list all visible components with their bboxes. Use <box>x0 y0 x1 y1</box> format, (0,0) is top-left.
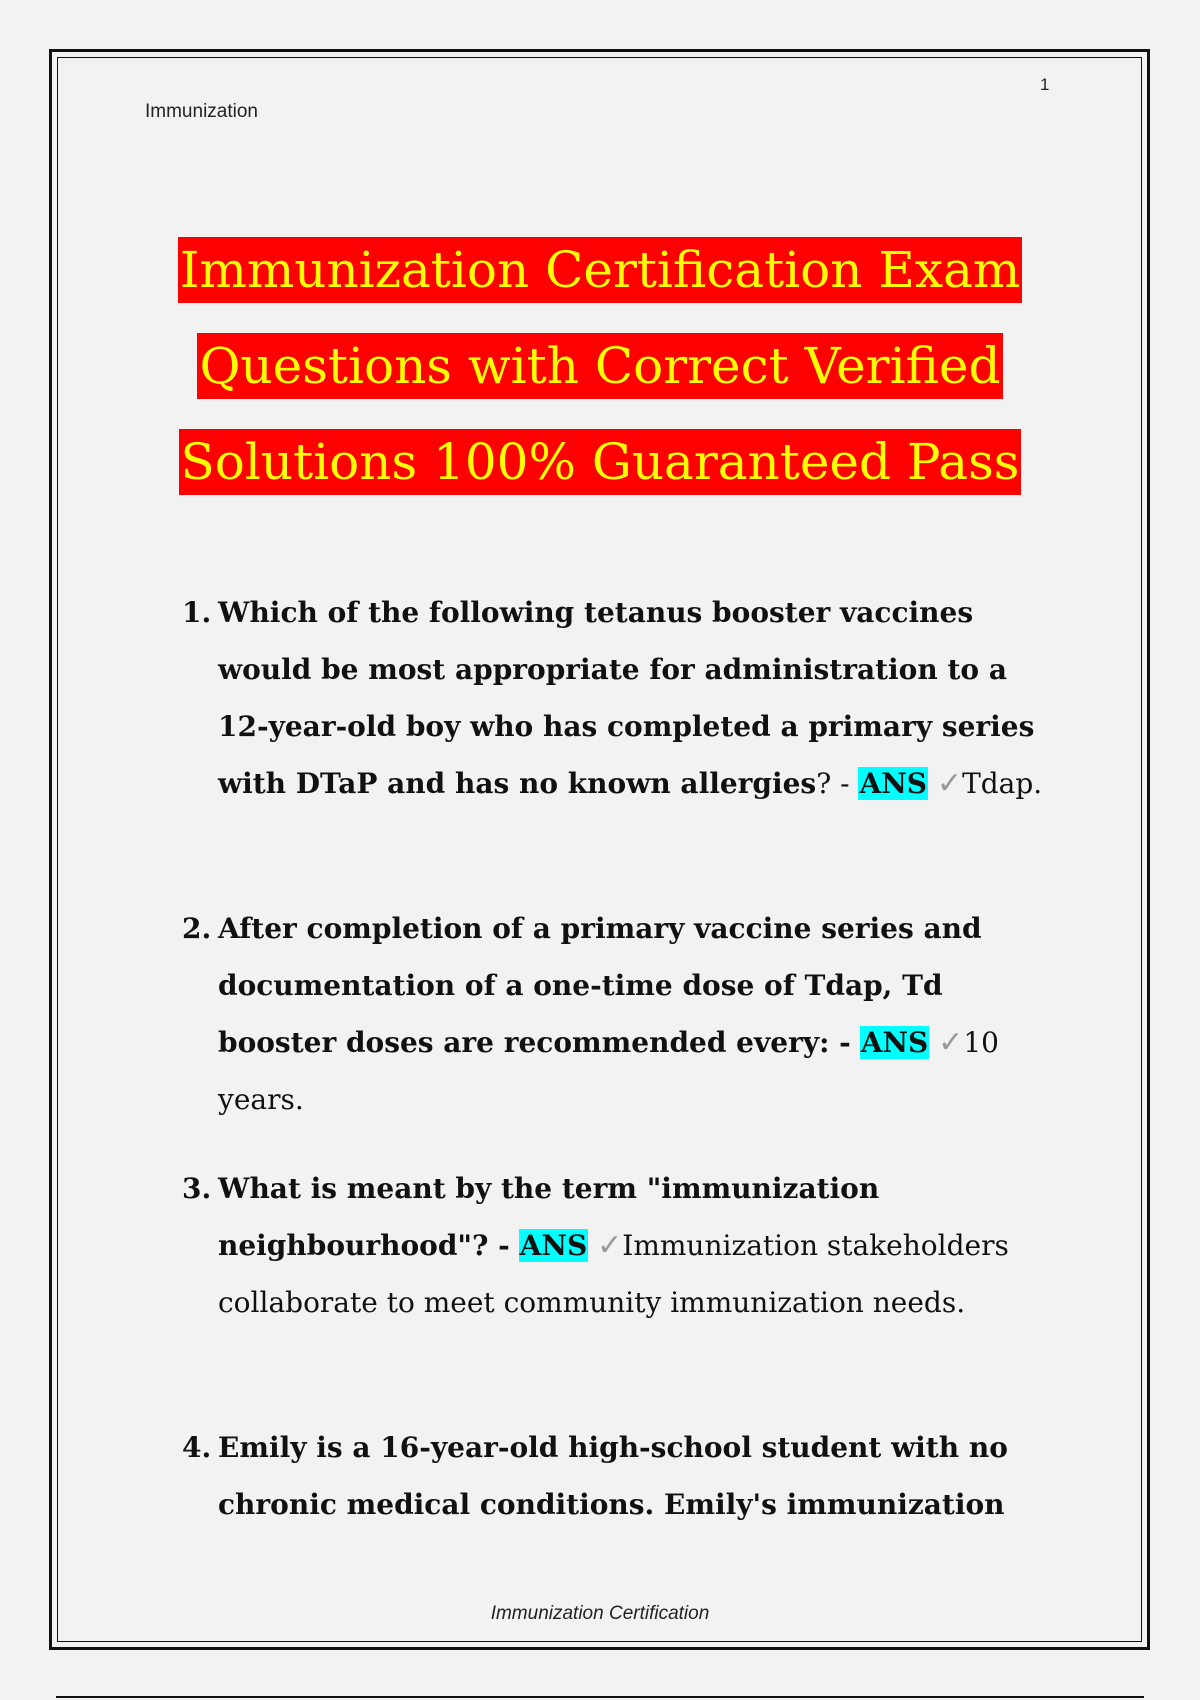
page-number: 1 <box>1040 75 1050 94</box>
question-separator <box>851 1026 860 1059</box>
question-body <box>218 584 1062 812</box>
question-separator <box>510 1229 519 1262</box>
question-text: What is meant by the term "immunization neighbourhood"? - <box>218 1172 880 1262</box>
question-body <box>218 900 1062 1128</box>
page-divider <box>56 1696 1144 1698</box>
question-separator: ? - <box>816 767 859 800</box>
question-3 <box>182 1160 1062 1331</box>
page-footer: Immunization Certification <box>490 1603 710 1624</box>
question-body <box>218 1419 1062 1533</box>
question-text: After completion of a primary vaccine series and documentation of a one-time dose of Tdap, Td booster doses are recommended every: - <box>218 912 982 1059</box>
answer-text: Tdap. <box>962 767 1043 800</box>
question-body <box>218 1160 1062 1331</box>
document-title <box>100 237 1100 525</box>
title-line-1: Immunization Certification Exam <box>178 237 1023 303</box>
checkmark-icon: ✓ <box>936 766 963 801</box>
title-line-3: Solutions 100% Guaranteed Pass <box>179 429 1022 495</box>
question-number: 3. <box>182 1172 212 1205</box>
answer-tag: ANS <box>860 1026 929 1059</box>
question-number: 4. <box>182 1431 212 1464</box>
question-text: Emily is a 16-year-old high-school student with no chronic medical conditions. Emily's immunization <box>218 1431 1008 1521</box>
question-number: 2. <box>182 912 212 945</box>
answer-text: Immunization stakeholders collaborate to meet community immunization needs. <box>218 1229 1009 1319</box>
checkmark-icon: ✓ <box>597 1228 623 1263</box>
question-text: Which of the following tetanus booster vaccines would be most appropriate for administration to a 12-year-old boy who has completed a primary series with DTaP and has no known allergies <box>218 596 1035 800</box>
checkmark-icon: ✓ <box>938 1025 964 1060</box>
title-line-2: Questions with Correct Verified <box>197 333 1002 399</box>
question-number: 1. <box>182 596 212 629</box>
answer-tag: ANS <box>859 767 928 800</box>
page-header: Immunization <box>145 101 258 122</box>
question-1 <box>182 584 1062 812</box>
answer-text: 10 years. <box>218 1026 999 1116</box>
question-4 <box>182 1419 1062 1533</box>
answer-tag: ANS <box>519 1229 588 1262</box>
question-2 <box>182 900 1062 1128</box>
